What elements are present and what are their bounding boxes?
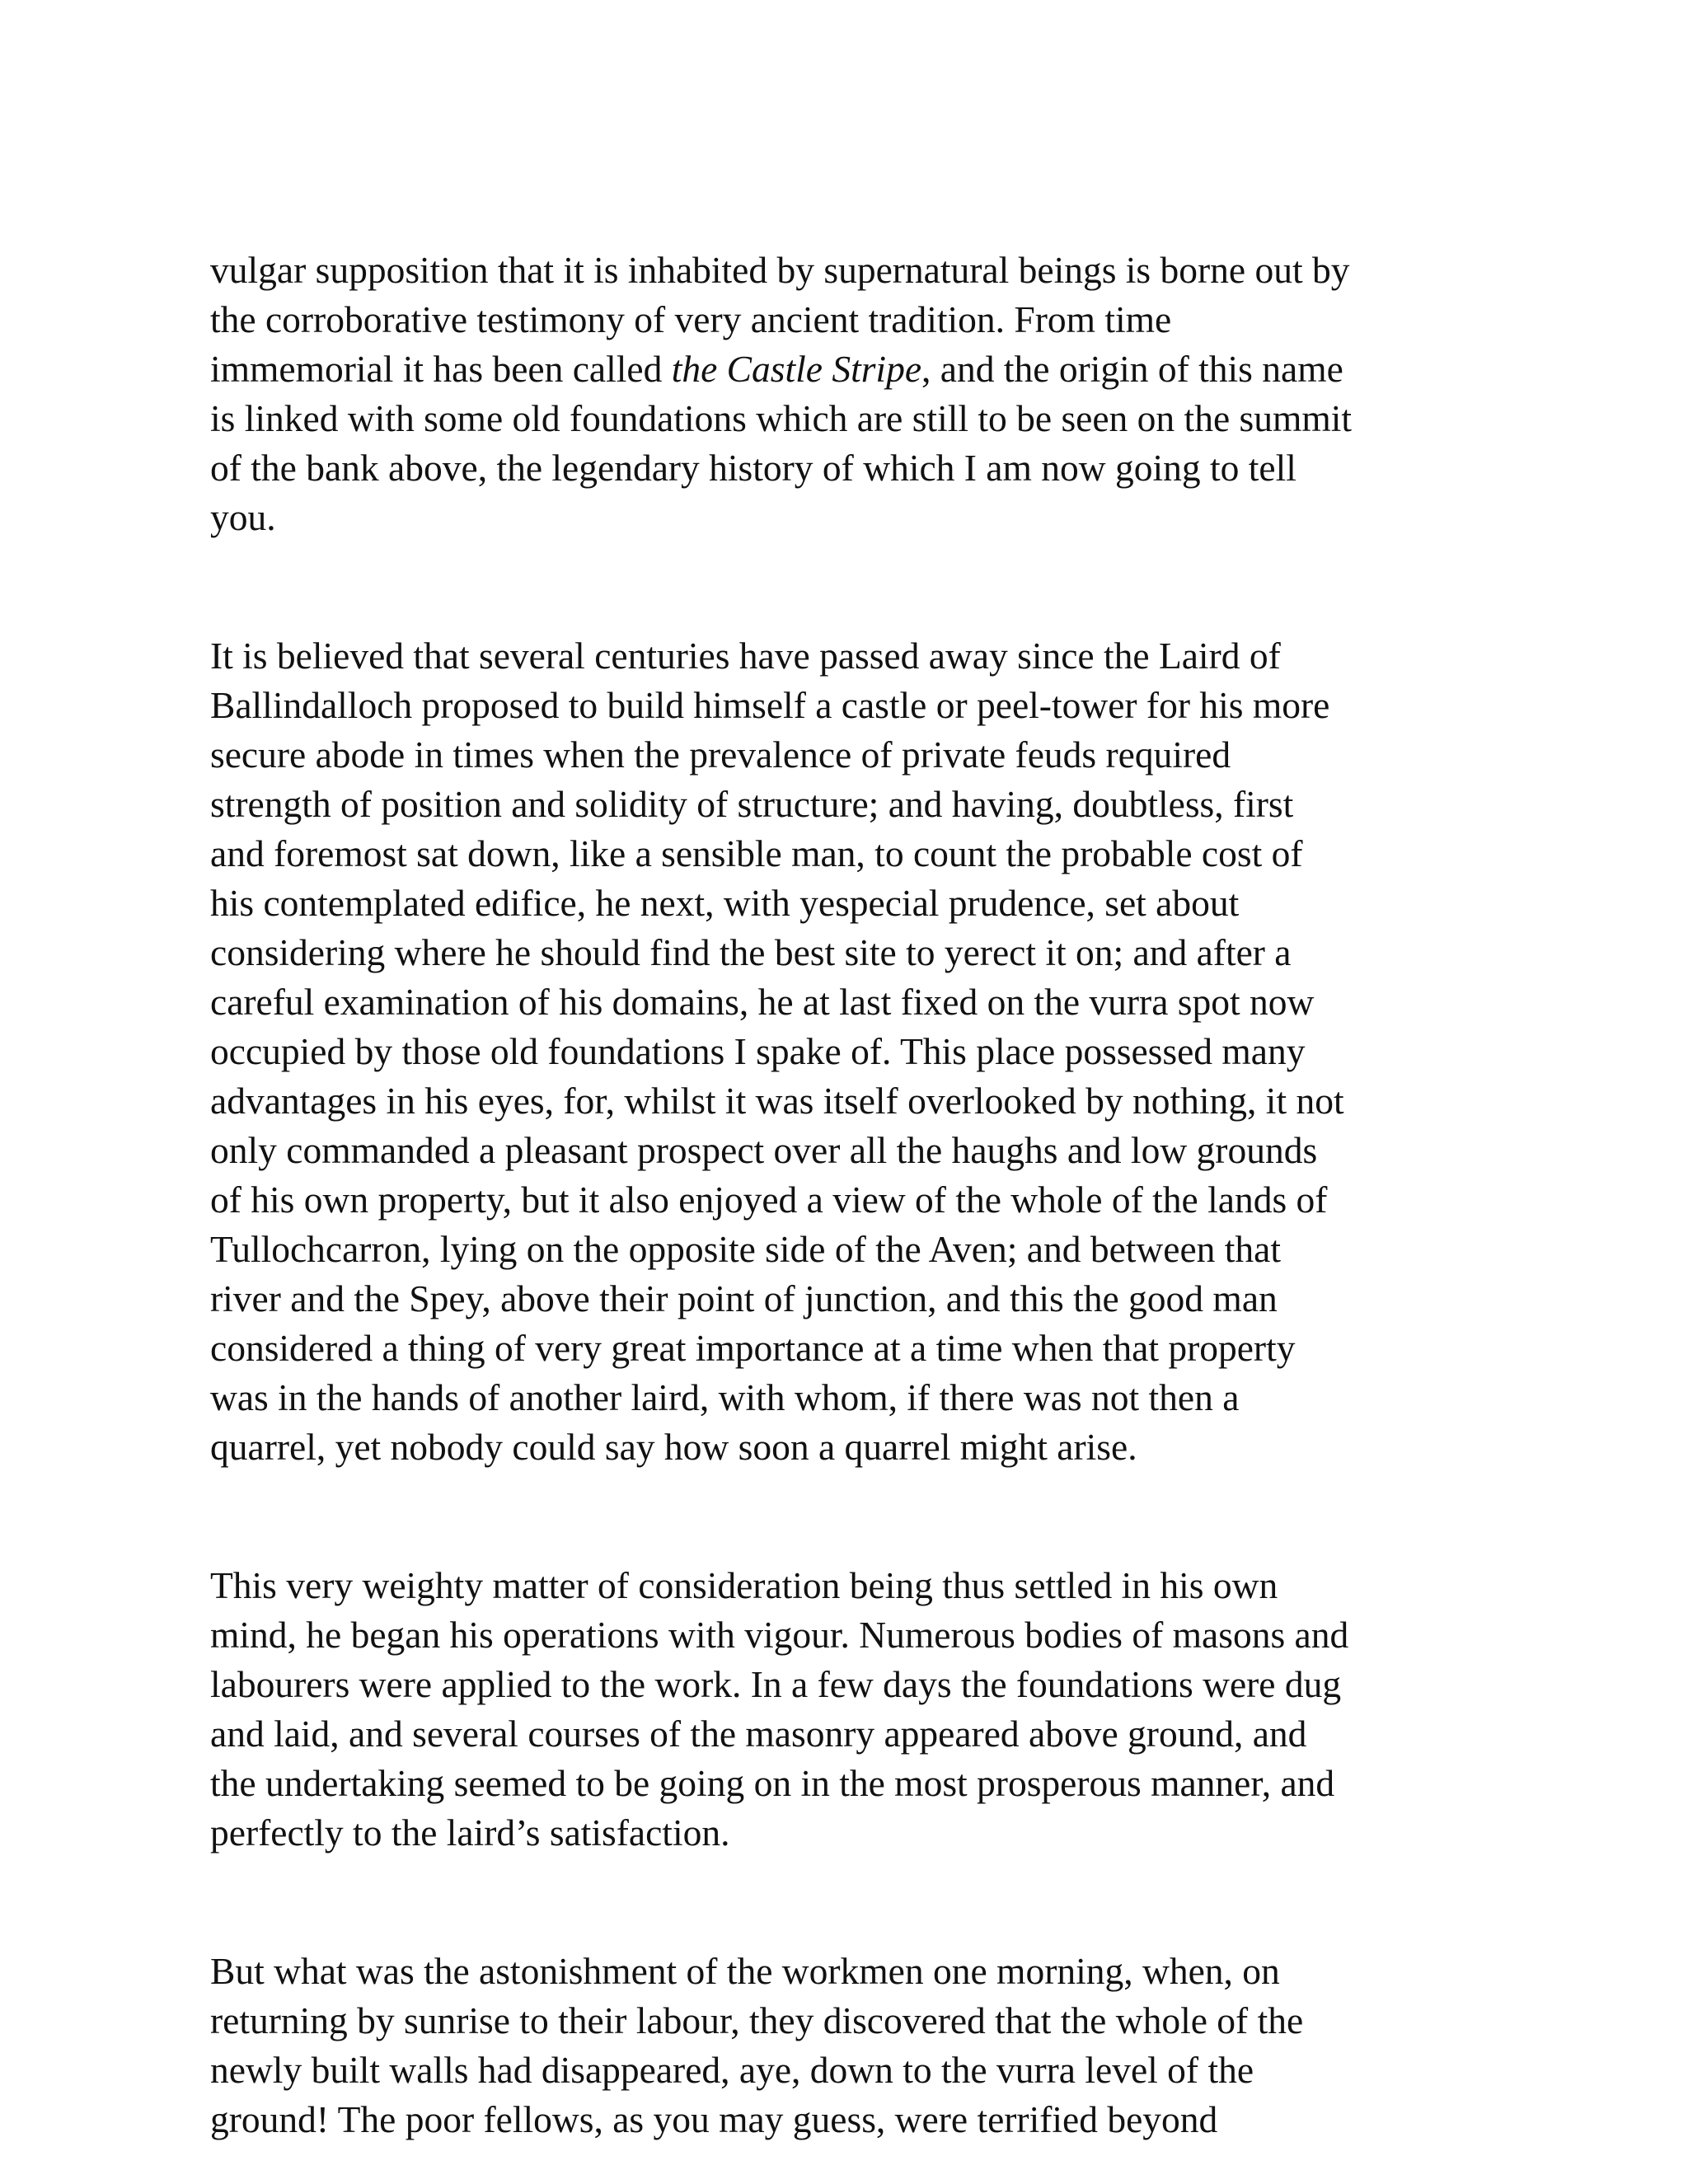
paragraph-text: This very weighty matter of consideration being thus settled in his own mind, he began his operations with vigour. Numerous bodies of masons and labourers were applied to the work. In a few days the foundations were dug and laid, and several courses of the masonry appeared above ground, and the undertaking seemed to be going on in the most prosperous manner, and perfectly to the laird’s satisfaction.	[210, 1564, 1349, 1854]
paragraph-text: It is believed that several centuries have passed away since the Laird of Ballindalloch proposed to build himself a castle or peel-tower for his more secure abode in times when the prevalence of private feuds required strength of position and solidity of structure; and having, doubtless, first and foremost sat down, like a sensible man, to count the probable cost of his contemplated edifice, he next, with yespecial prudence, set about considering where he should find the best site to yerect it on; and after a careful examination of his domains, he at last fixed on the vurra spot now occupied by those old foundations I spake of. This place possessed many advantages in his eyes, for, whilst it was itself overlooked by nothing, it not only commanded a pleasant prospect over all the haughs and low grounds of his own property, but it also enjoyed a view of the whole of the lands of Tullochcarron, lying on the opposite side of the Aven; and between that river and the Spey, above their point of junction, and this the good man considered a thing of very great importance at a time when that property was in the hands of another laird, with whom, if there was not then a quarrel, yet nobody could say how soon a quarrel might arise.	[210, 635, 1344, 1468]
paragraph	[210, 1511, 1496, 1858]
paragraph	[210, 196, 1496, 542]
paragraph-text: , and the origin of this name is linked with some old foundations which are still to be seen on the summit of the bank above, the legendary history of which I am now going to tell you.	[210, 348, 1353, 538]
paragraph	[210, 582, 1496, 1472]
paragraph-text: vulgar supposition that it is inhabited by supernatural beings is borne out by the corroborative testimony of very ancient tradition. From time immemorial it has been called	[210, 249, 1350, 390]
page-body	[210, 196, 1496, 2144]
paragraph	[210, 1897, 1496, 2144]
italic-phrase: the Castle Stripe	[671, 348, 922, 390]
paragraph-text: But what was the astonishment of the workmen one morning, when, on returning by sunrise to their labour, they discovered that the whole of the newly built walls had disappeared, aye, down to the vurra level of the ground! The poor fellows, as you may guess, were terrified beyond	[210, 1950, 1304, 2140]
